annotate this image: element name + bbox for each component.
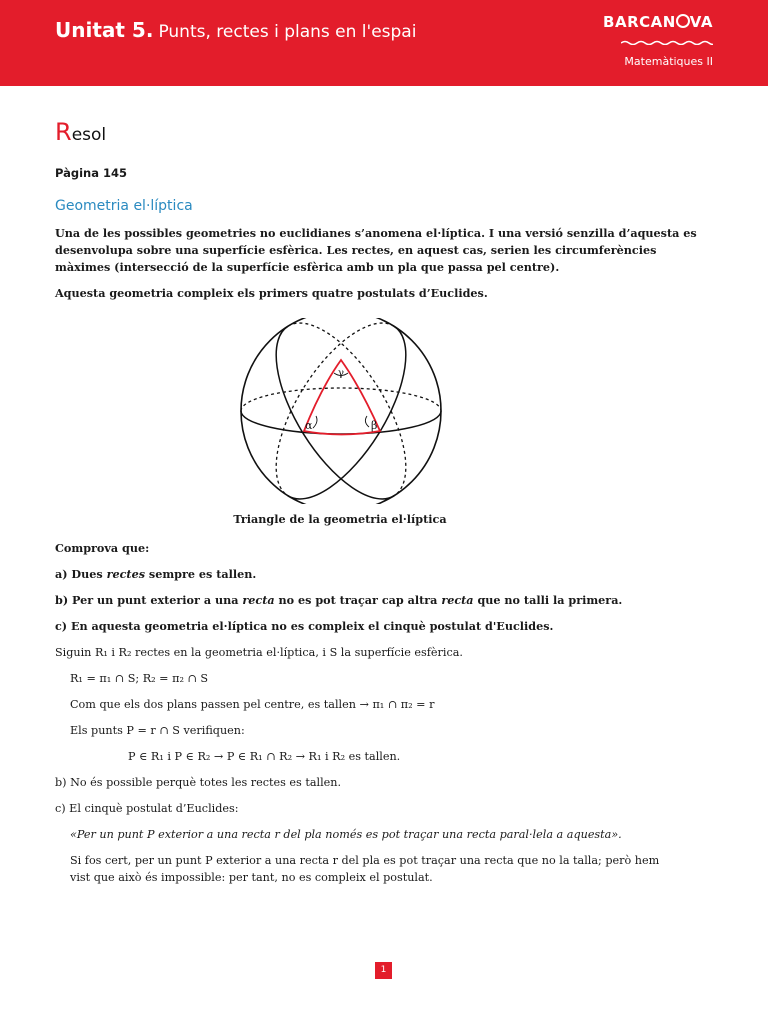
beta-label: β (371, 419, 378, 432)
sphere-outline (241, 318, 441, 504)
axiom-paragraph: Aquesta geometria compleix els primers quatre postulats d’Euclides. (55, 286, 488, 300)
unit-topic: Punts, rectes i plans en l'espai (158, 22, 417, 42)
brand-wave-icon (621, 40, 713, 45)
brand-o-ring (676, 14, 690, 28)
publisher-logo (603, 14, 713, 68)
alpha-label: α (305, 419, 313, 432)
alpha-arc (313, 416, 317, 428)
answer-a-line4: Els punts P = r ∩ S verifiquen: (70, 724, 245, 737)
elliptic-triangle-figure (235, 318, 447, 504)
beta-arc (365, 416, 369, 427)
brand-name: BARCAN VA (603, 13, 713, 31)
question-intro: Comprova que: (55, 541, 150, 555)
figure-caption: Triangle de la geometria el·líptica (233, 512, 447, 526)
answer-a-line3: Com que els dos plans passen pel centre, es tallen → π₁ ∩ π₂ = r (70, 698, 435, 711)
subsection-title: Geometria el·líptica (55, 198, 193, 214)
section-title: Resol (55, 118, 107, 146)
great-circle-1 (251, 318, 432, 504)
answer-a-line5: P ∈ R₁ i P ∈ R₂ → P ∈ R₁ ∩ R₂ → R₁ i R₂ es tallen. (128, 750, 401, 763)
answer-a-line2: R₁ = π₁ ∩ S; R₂ = π₂ ∩ S (70, 672, 209, 685)
gamma-label: γ (338, 368, 344, 379)
page-number: 1 (375, 962, 392, 979)
equator-back (241, 388, 441, 411)
answer-c-quote: «Per un punt P exterior a una recta r del pla només es pot traçar una recta paral·lela a aquesta». (70, 828, 622, 841)
question-b: b) Per un punt exterior a una recta no es pot traçar cap altra recta que no talli la primera. (55, 593, 623, 607)
header-bar (0, 0, 768, 86)
question-c: c) En aquesta geometria el·líptica no es compleix el cinquè postulat d'Euclides. (55, 619, 554, 633)
unit-title (55, 18, 416, 42)
subject-label: Matemàtiques II (624, 55, 713, 68)
equator-front (241, 411, 441, 434)
answer-b: b) No és possible perquè totes les rectes es tallen. (55, 776, 342, 789)
intro-paragraph: Una de les possibles geometries no euclidianes s’anomena el·líptica. I una versió senzilla d’aquesta es desenvolupa sobre una superfície esfèrica. Les rectes, en aquest cas, serien les circumferències màximes (intersecció de la superfície esfèrica amb un pla que passa pel centre). (55, 226, 697, 274)
question-a: a) Dues rectes sempre es tallen. (55, 567, 257, 581)
unit-label: Unitat 5. (55, 18, 154, 42)
answer-c-line3: Si fos cert, per un punt P exterior a una recta r del pla es pot traçar una recta que no la talla; però hem (70, 854, 660, 867)
answer-c-line1: c) El cinquè postulat d’Euclides: (55, 802, 239, 815)
page-reference: Pàgina 145 (55, 166, 128, 180)
answer-c-line4: vist que això és impossible: per tant, no es compleix el postulat. (70, 871, 433, 884)
great-circle-2 (251, 318, 432, 504)
answer-a-line1: Siguin R₁ i R₂ rectes en la geometria el·líptica, i S la superfície esfèrica. (55, 646, 463, 659)
